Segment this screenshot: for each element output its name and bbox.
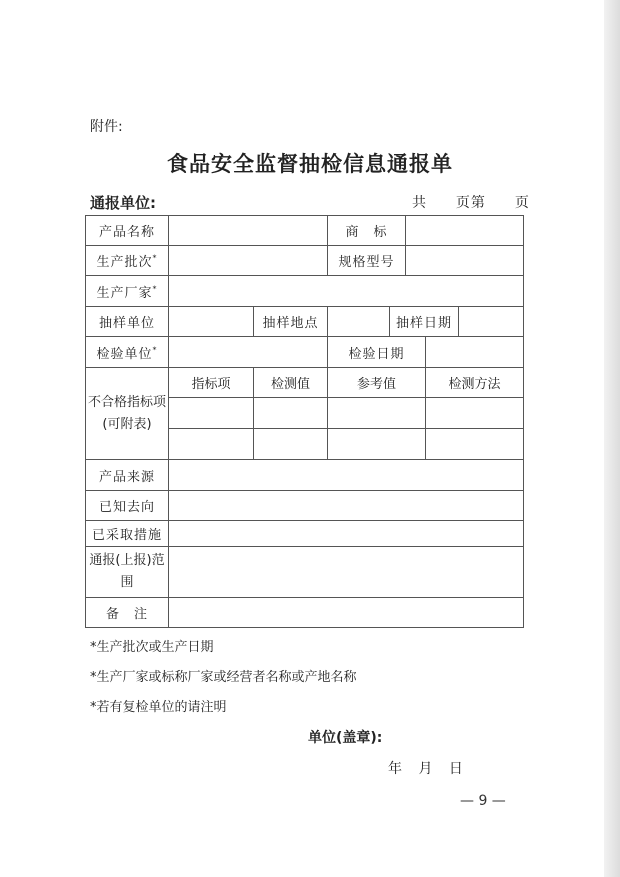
table-row <box>86 216 524 246</box>
trademark-label: 商 标 <box>328 216 406 246</box>
known-destination-label: 已知去向 <box>86 491 169 521</box>
date-day: 日 <box>448 761 465 777</box>
table-row <box>86 521 524 547</box>
document-title: 食品安全监督抽检信息通报单 <box>167 151 453 176</box>
date-line <box>388 758 473 778</box>
batch-value[interactable] <box>169 246 328 276</box>
detected-value-cell[interactable] <box>254 398 328 429</box>
sampling-date-label: 抽样日期 <box>390 307 459 337</box>
sampling-unit-value[interactable] <box>169 307 254 337</box>
report-scope-label: 通报(上报)范围 <box>86 547 169 598</box>
trademark-value[interactable] <box>406 216 524 246</box>
date-year: 年 <box>388 761 404 777</box>
test-method-cell[interactable] <box>426 398 524 429</box>
inspection-date-label: 检验日期 <box>328 337 426 368</box>
table-row <box>86 491 524 521</box>
date-month: 月 <box>418 761 435 777</box>
reference-value-header: 参考值 <box>328 368 426 398</box>
table-row <box>86 246 524 276</box>
manufacturer-label: 生产厂家* <box>86 276 169 307</box>
remarks-label: 备 注 <box>86 598 169 628</box>
known-destination-value[interactable] <box>169 491 524 521</box>
page-number: — 9 — <box>460 793 506 809</box>
test-method-header: 检测方法 <box>426 368 524 398</box>
inspection-unit-value[interactable] <box>169 337 328 368</box>
page-edge <box>604 0 620 877</box>
batch-label: 生产批次* <box>86 246 169 276</box>
sampling-location-value[interactable] <box>328 307 390 337</box>
reference-value-cell[interactable] <box>328 398 426 429</box>
indicator-cell[interactable] <box>169 429 254 460</box>
page-count <box>412 192 530 212</box>
product-name-value[interactable] <box>169 216 328 246</box>
note-recheck: *若有复检单位的请注明 <box>90 700 227 715</box>
spec-model-value[interactable] <box>406 246 524 276</box>
inspection-unit-label: 检验单位* <box>86 337 169 368</box>
table-row <box>86 460 524 491</box>
nonconforming-items-label: 不合格指标项(可附表) <box>86 368 169 460</box>
table-row <box>86 276 524 307</box>
note-batch: *生产批次或生产日期 <box>90 640 214 655</box>
spec-model-label: 规格型号 <box>328 246 406 276</box>
page-count-page-end: 页 <box>514 195 530 211</box>
product-name-label: 产品名称 <box>86 216 169 246</box>
product-source-value[interactable] <box>169 460 524 491</box>
detected-value-cell[interactable] <box>254 429 328 460</box>
page-count-total: 共 <box>412 195 427 211</box>
report-form-table <box>85 215 524 628</box>
remarks-value[interactable] <box>169 598 524 628</box>
indicator-header: 指标项 <box>169 368 254 398</box>
product-source-label: 产品来源 <box>86 460 169 491</box>
indicator-cell[interactable] <box>169 398 254 429</box>
note-manufacturer: *生产厂家或标称厂家或经营者名称或产地名称 <box>90 670 357 685</box>
measures-taken-value[interactable] <box>169 521 524 547</box>
table-row <box>86 598 524 628</box>
report-scope-value[interactable] <box>169 547 524 598</box>
manufacturer-value[interactable] <box>169 276 524 307</box>
reporting-unit-label: 通报单位: <box>90 194 156 212</box>
attachment-label: 附件: <box>90 119 123 135</box>
reference-value-cell[interactable] <box>328 429 426 460</box>
measures-taken-label: 已采取措施 <box>86 521 169 547</box>
table-row <box>86 337 524 368</box>
sampling-date-value[interactable] <box>459 307 524 337</box>
inspection-date-value[interactable] <box>426 337 524 368</box>
detected-value-header: 检测值 <box>254 368 328 398</box>
seal-label: 单位(盖章): <box>308 730 383 746</box>
table-row <box>86 368 524 398</box>
test-method-cell[interactable] <box>426 429 524 460</box>
table-row <box>86 307 524 337</box>
page-count-page-word: 页第 <box>455 195 486 211</box>
table-row <box>86 547 524 598</box>
sampling-unit-label: 抽样单位 <box>86 307 169 337</box>
sampling-location-label: 抽样地点 <box>254 307 328 337</box>
